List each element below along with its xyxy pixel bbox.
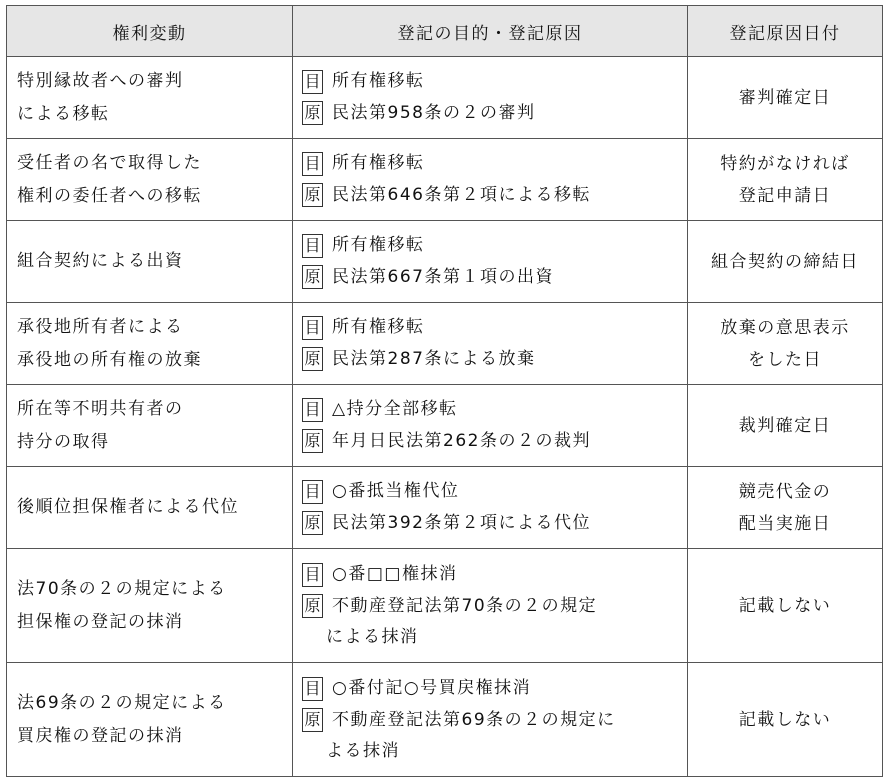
purpose-cause-cell [293, 549, 688, 663]
table-row [7, 549, 883, 663]
right-change-line: 法70条の２の規定による [17, 578, 227, 599]
right-change-line: 承役地の所有権の放棄 [17, 349, 202, 370]
cause-text: 民法第958条の２の審判 [332, 102, 536, 123]
cause-text: 不動産登記法第70条の２の規定 [332, 595, 598, 616]
cause-date-line: 競売代金の [738, 481, 832, 502]
purpose-line [302, 230, 687, 262]
cause-text: 年月日民法第262条の２の裁判 [332, 430, 591, 451]
cause-continuation: よる抹消 [326, 741, 400, 761]
purpose-line [302, 394, 687, 426]
purpose-line [302, 66, 687, 98]
right-change-cell [7, 467, 293, 549]
header-right-change: 権利変動 [7, 6, 293, 57]
cause-text: 民法第667条第１項の出資 [332, 266, 554, 287]
cause-line [302, 344, 687, 376]
purpose-cause-cell [293, 385, 688, 467]
table-row [7, 221, 883, 303]
cause-date-cell [688, 549, 883, 663]
cause-mark: 原 [302, 265, 323, 289]
purpose-line [302, 673, 687, 705]
table-body [7, 57, 883, 777]
purpose-cause-cell [293, 663, 688, 777]
purpose-mark: 目 [302, 480, 323, 504]
cause-mark: 原 [302, 101, 323, 125]
right-change-line: 担保権の登記の抹消 [17, 611, 184, 632]
cause-mark: 原 [302, 511, 323, 535]
purpose-line [302, 559, 687, 591]
cause-text: 民法第646条第２項による移転 [332, 184, 591, 205]
cause-date-cell [688, 221, 883, 303]
header-row [7, 6, 883, 57]
cause-mark: 原 [302, 183, 323, 207]
cause-mark: 原 [302, 429, 323, 453]
purpose-text: ○番□□権抹消 [332, 564, 458, 584]
cause-date-line: 登記申請日 [738, 185, 832, 206]
cause-line [302, 591, 687, 623]
cause-line [302, 705, 687, 737]
right-change-cell [7, 303, 293, 385]
purpose-cause-cell [293, 139, 688, 221]
purpose-cause-cell [293, 303, 688, 385]
table-row [7, 303, 883, 385]
right-change-line: 特別縁故者への審判 [17, 70, 184, 91]
cause-text: 民法第392条第２項による代位 [332, 512, 591, 533]
cause-date-line: 組合契約の締結日 [711, 251, 859, 272]
right-change-cell [7, 221, 293, 303]
cause-date-line: 配当実施日 [738, 513, 832, 534]
table-row [7, 663, 883, 777]
purpose-text: 所有権移転 [332, 317, 425, 337]
right-change-cell [7, 663, 293, 777]
right-change-line: 組合契約による出資 [17, 251, 184, 271]
cause-date-cell [688, 467, 883, 549]
right-change-line: 権利の委任者への移転 [17, 185, 202, 206]
purpose-cause-cell [293, 467, 688, 549]
cause-date-line: 記載しない [738, 709, 832, 730]
purpose-text: 所有権移転 [332, 235, 425, 255]
cause-date-line: 裁判確定日 [738, 415, 832, 436]
cause-date-line: 審判確定日 [738, 87, 832, 108]
right-change-cell [7, 385, 293, 467]
right-change-line: 受任者の名で取得した [17, 152, 202, 173]
right-change-cell [7, 57, 293, 139]
purpose-mark: 目 [302, 563, 323, 587]
right-change-line: 持分の取得 [17, 431, 110, 452]
cause-date-line: 記載しない [738, 595, 832, 616]
purpose-mark: 目 [302, 70, 323, 94]
purpose-text: ○番抵当権代位 [332, 481, 460, 501]
purpose-mark: 目 [302, 152, 323, 176]
header-cause-date: 登記原因日付 [688, 6, 883, 57]
right-change-line: 買戻権の登記の抹消 [17, 725, 184, 746]
cause-date-cell [688, 303, 883, 385]
cause-date-line: をした日 [748, 349, 822, 370]
cause-line [302, 426, 687, 458]
cause-date-line: 特約がなければ [720, 153, 850, 174]
cause-date-cell [688, 57, 883, 139]
cause-date-cell [688, 385, 883, 467]
cause-date-line: 放棄の意思表示 [720, 317, 850, 338]
right-change-line: 後順位担保権者による代位 [17, 497, 239, 517]
table-row [7, 57, 883, 139]
purpose-text: △持分全部移転 [332, 399, 458, 419]
purpose-mark: 目 [302, 398, 323, 422]
table-row [7, 139, 883, 221]
cause-text: 民法第287条による放棄 [332, 348, 536, 369]
purpose-mark: 目 [302, 677, 323, 701]
purpose-mark: 目 [302, 234, 323, 258]
table-row [7, 385, 883, 467]
purpose-cause-cell [293, 221, 688, 303]
right-change-cell [7, 139, 293, 221]
purpose-line [302, 148, 687, 180]
cause-continuation: による抹消 [326, 627, 419, 647]
purpose-mark: 目 [302, 316, 323, 340]
purpose-cause-cell [293, 57, 688, 139]
cause-line [302, 262, 687, 294]
cause-mark: 原 [302, 708, 323, 732]
right-change-line: 法69条の２の規定による [17, 692, 227, 713]
purpose-line [302, 312, 687, 344]
purpose-line [302, 476, 687, 508]
cause-line [302, 98, 687, 130]
header-purpose-cause: 登記の目的・登記原因 [293, 6, 688, 57]
cause-date-cell [688, 663, 883, 777]
purpose-text: 所有権移転 [332, 153, 425, 173]
cause-line [302, 508, 687, 540]
table-row [7, 467, 883, 549]
right-change-line: 承役地所有者による [17, 316, 184, 337]
cause-date-cell [688, 139, 883, 221]
cause-line [302, 180, 687, 212]
registration-table [6, 5, 883, 777]
purpose-text: 所有権移転 [332, 71, 425, 91]
cause-mark: 原 [302, 347, 323, 371]
right-change-line: による移転 [17, 103, 110, 124]
cause-text: 不動産登記法第69条の２の規定に [332, 709, 616, 730]
right-change-line: 所在等不明共有者の [17, 398, 184, 419]
cause-mark: 原 [302, 594, 323, 618]
purpose-text: ○番付記○号買戻権抹消 [332, 678, 532, 698]
right-change-cell [7, 549, 293, 663]
